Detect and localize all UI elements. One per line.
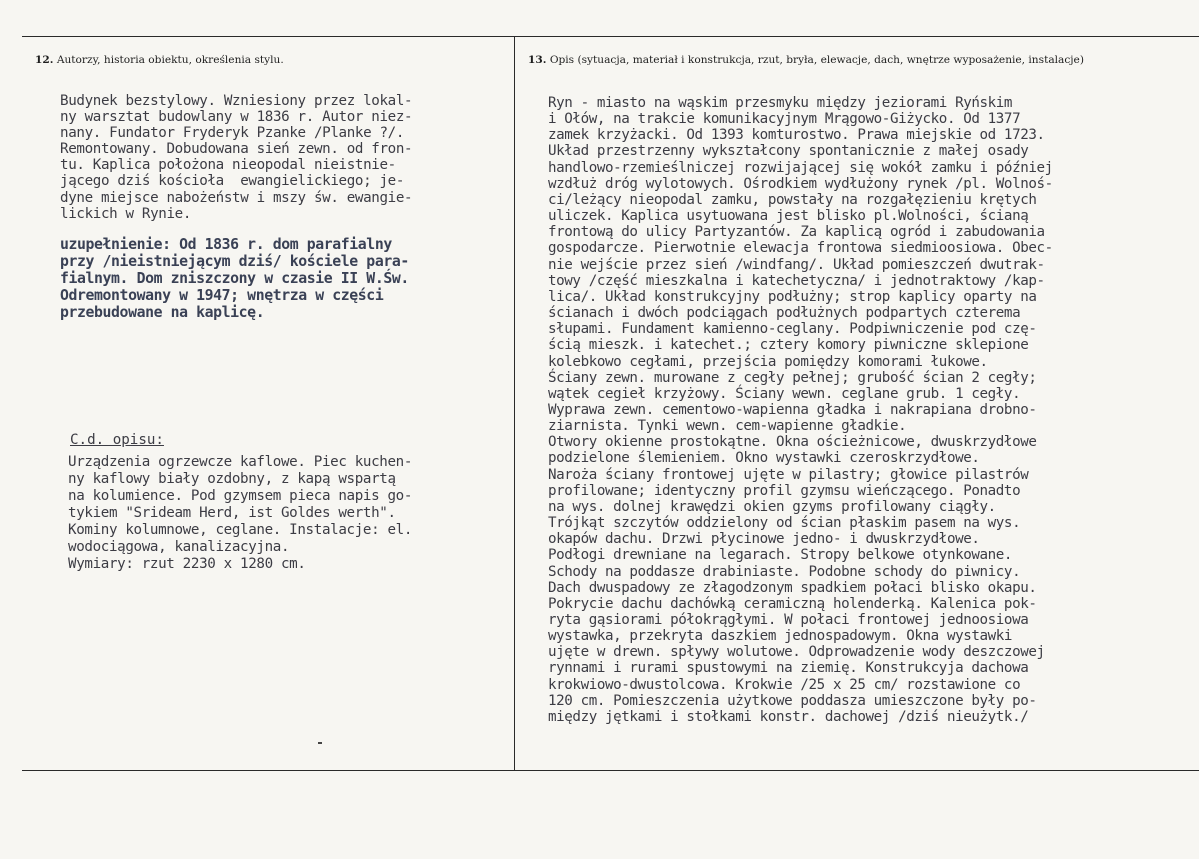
section-12-number: 12. <box>35 54 54 66</box>
top-rule <box>22 36 1199 37</box>
continuation-text: Urządzenia ogrzewcze kaflowe. Piec kuchen- ny kaflowy biały ozdobny, z kapą wspartą na kolumience. Pod gzymsem pieca napis go- tykiem "Srideam Herd, ist Goldes werth". Kominy kolumnowe, ceglane. Instalacje: el. wodociągowa, kanalizacyjna. Wymiary: rzut 2230 x 1280 cm. <box>68 454 413 572</box>
section-13-number: 13. <box>528 54 547 66</box>
ink-mark <box>318 742 322 744</box>
continuation-title: C.d. opisu: <box>70 432 164 448</box>
section-12-header <box>35 54 284 66</box>
section-13-header <box>528 54 1084 66</box>
section-13-title: Opis (sytuacja, materiał i konstrukcja, rzut, bryła, elewacje, dach, wnętrze wyposażenie, instalacje) <box>549 54 1084 66</box>
supplement-text: uzupełnienie: Od 1836 r. dom parafialny przy /nieistniejącym dziś/ kościele para- fialnym. Dom zniszczony w czasie II W.Św. Odremontowany w 1947; wnętrza w części przebudowane na kaplicę. <box>60 236 409 321</box>
history-text: Budynek bezstylowy. Wzniesiony przez lokal- ny warsztat budowlany w 1836 r. Autor niez- nany. Fundator Fryderyk Pzanke /Planke ?/. Remontowany. Dobudowana sień zewn. od fron- tu. Kaplica położona nieopodal nieistnie- jącego dziś kościoła ewangielickiego; je- dyne miejsce nabożeństw i mszy św. ewangie- lickich w Rynie. <box>60 93 413 222</box>
section-12-title: Autorzy, historia obiektu, określenia stylu. <box>56 54 284 66</box>
column-divider <box>514 36 515 770</box>
description-text: Ryn - miasto na wąskim przesmyku między jeziorami Ryńskim i Ołów, na trakcie komunikacyjnym Mrągowo-Giżycko. Od 1377 zamek krzyżacki. Od 1393 komturostwo. Prawa miejskie od 1723. Układ przestrzenny wykształcony spontanicznie z małej osady handlowo-rzemieślniczej rozwijającej się wokół zamku i później wzdłuż dróg wylotowych. Ośrodkiem wydłużony rynek /pl. Wolnoś- ci/leżący nieopodal zamku, powstały na rozgałęzieniu krętych uliczek. Kaplica usytuowana jest blisko pl.Wolności, ścianą frontową do ulicy Partyzantów. Za kaplicą ogród i zabudowania gospodarcze. Pierwotnie elewacja frontowa siedmioosiowa. Obec- nie wejście przez sień /windfang/. Układ pomieszczeń dwutrak- towy /część mieszkalna i katechetyczna/ i jednotraktowy /kap- lica/. Układ konstrukcyjny podłużny; strop kaplicy oparty na ścianach i dwóch podciągach podłużnych podpartych czterema słupami. Fundament kamienno-ceglany. Podpiwniczenie pod czę- ścią mieszk. i katechet.; cztery komory piwniczne sklepione kolebkowo cegłami, przejścia pomiędzy komorami łukowe. Ściany zewn. murowane z cegły pełnej; grubość ścian 2 cegły; wątek cegieł krzyżowy. Ściany wewn. ceglane grub. 1 cegły. Wyprawa zewn. cementowo-wapienna gładka i nakrapiana drobno- ziarnista. Tynki wewn. cem-wapienne gładkie. Otwory okienne prostokątne. Okna ościeżnicowe, dwuskrzydłowe podzielone ślemieniem. Okno wystawki czeroskrzydłowe. Naroża ściany frontowej ujęte w pilastry; głowice pilastrów profilowane; identyczny profil gzymsu wieńczącego. Ponadto na wys. dolnej krawędzi okien gzyms profilowany ciągły. Trójkąt szczytów oddzielony od ścian płaskim pasem na wys. okapów dachu. Drzwi płycinowe jedno- i dwuskrzydłowe. Podłogi drewniane na legarach. Stropy belkowe otynkowane. Schody na poddasze drabiniaste. Podobne schody do piwnicy. Dach dwuspadowy ze złagodzonym spadkiem połaci blisko okapu. Pokrycie dachu dachówką ceramiczną holenderką. Kalenica pok- ryta gąsiorami półokrągłymi. W połaci frontowej jednoosiowa wystawka, przekryta daszkiem jednospadowym. Okna wystawki ujęte w drewn. spływy wolutowe. Odprowadzenie wody deszczowej rynnami i rurami spustowymi na ziemię. Konstrukcyja dachowa krokwiowo-dwustolcowa. Krokwie /25 x 25 cm/ rozstawione co 120 cm. Pomieszczenia użytkowe poddasza umieszczone były po- między jętkami i stołkami konstr. dachowej /dziś nieużytk./ <box>548 95 1053 725</box>
bottom-rule <box>22 770 1199 771</box>
